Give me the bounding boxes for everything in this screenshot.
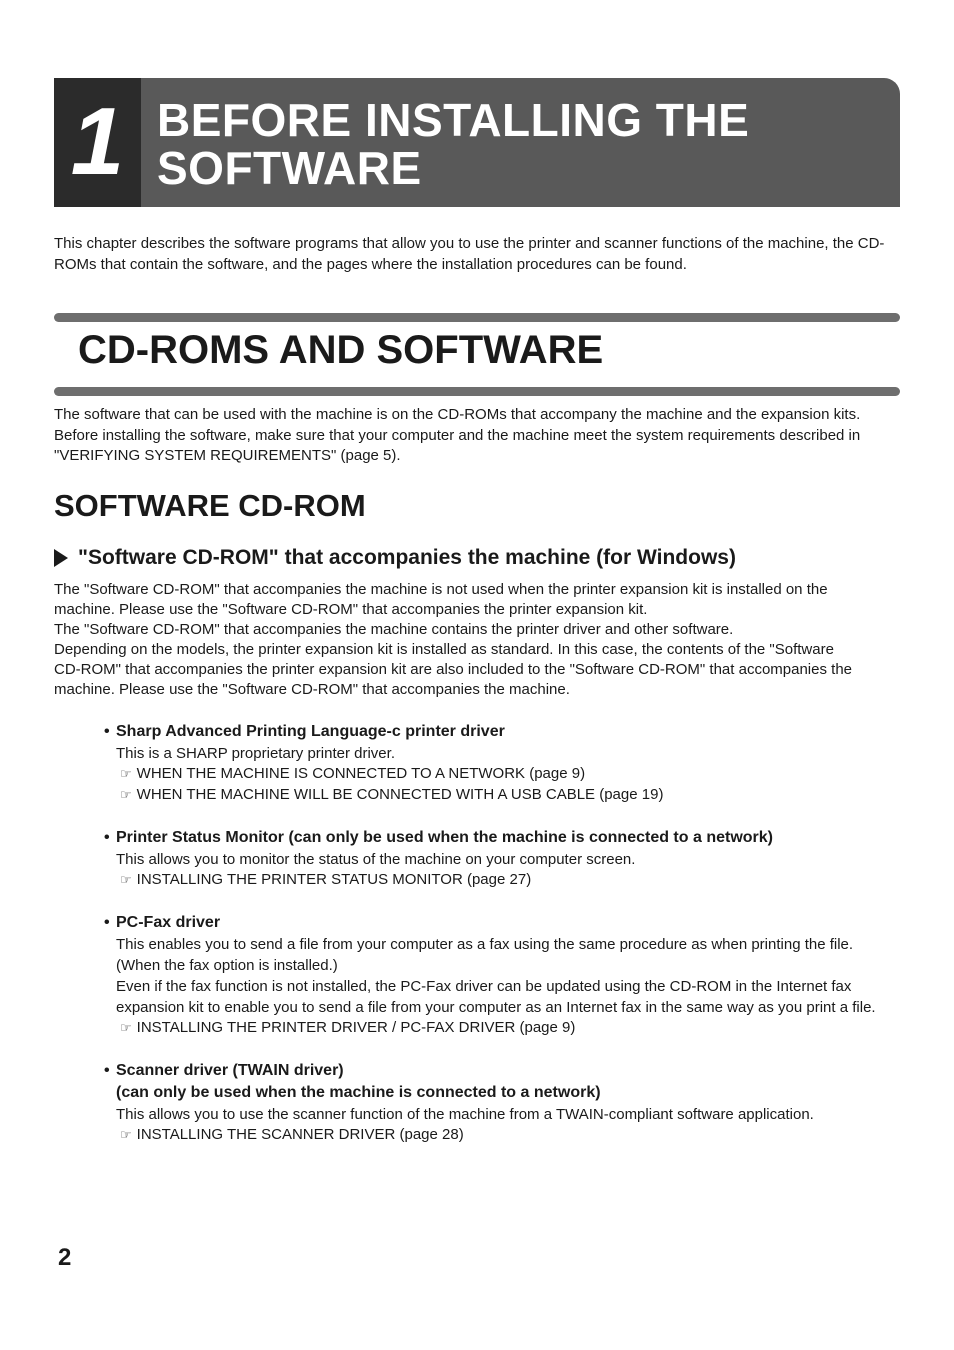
chapter-banner [54,78,900,207]
triangle-arrow-icon [54,549,68,567]
chapter-title-line2: SOFTWARE [157,142,422,194]
reference-link[interactable] [104,1018,904,1039]
reference-text: INSTALLING THE PRINTER DRIVER / PC-FAX DRIVER (page 9) [136,1019,576,1036]
page-number: 2 [58,1244,72,1271]
bullet-icon: • [104,914,110,931]
section-rule-bottom [54,387,900,396]
subsection-heading [54,544,736,572]
bullet-title [104,912,904,934]
bullet-text: This is a SHARP proprietary printer driver. [116,745,395,762]
bullet-title [104,827,904,849]
pointing-hand-icon: ☞ [120,1020,132,1035]
bullet-text: (When the fax option is installed.) [116,957,338,974]
reference-link[interactable] [104,870,904,891]
subsection-heading-text: "Software CD-ROM" that accompanies the machine (for Windows) [78,546,736,569]
bullet-sharp-printer-driver [104,721,904,805]
chapter-title [157,96,877,192]
bullet-title-text: Sharp Advanced Printing Language-c printer driver [116,723,505,740]
bullet-scanner-driver [104,1060,904,1146]
pointing-hand-icon: ☞ [120,872,132,887]
paragraph-line: The "Software CD-ROM" that accompanies the machine is not used when the printer expansion kit is installed on the [54,581,828,598]
bullet-printer-status-monitor [104,827,904,891]
bullet-text: Even if the fax function is not installed, the PC-Fax driver can be updated using the CD-ROM in the Internet fax [116,978,852,995]
reference-link[interactable] [104,1125,904,1146]
bullet-icon: • [104,829,110,846]
pointing-hand-icon: ☞ [120,786,132,802]
paragraph-line: Depending on the models, the printer expansion kit is installed as standard. In this case, the contents of the "Software [54,641,834,658]
pointing-hand-icon: ☞ [120,1127,132,1142]
bullet-title-text: Scanner driver (TWAIN driver) [116,1062,344,1079]
bullet-text: This enables you to send a file from your computer as a fax using the same procedure as when printing the file. [116,936,854,953]
paragraph-line: machine. Please use the "Software CD-ROM" that accompanies the printer expansion kit. [54,601,648,618]
section-paragraph: The software that can be used with the machine is on the CD-ROMs that accompany the machine and the expansion kits. Before installing the software, make sure that your computer and the machine meet the system requirements described in "VERIFYING SYSTEM REQUIREMENTS" (page 5). [54,406,861,464]
bullet-text: expansion kit to enable you to send a file from your computer as an Internet fax in the same way as you print a file. [116,999,876,1016]
bullet-text: This allows you to use the scanner function of the machine from a TWAIN-compliant software application. [116,1106,814,1123]
bullet-icon: • [104,723,110,740]
chapter-number: 1 [70,88,125,195]
bullet-pc-fax-driver [104,912,904,1039]
bullet-title [104,721,904,743]
bullet-title-text: Printer Status Monitor (can only be used when the machine is connected to a network) [116,829,773,846]
bullet-title-text: PC-Fax driver [116,914,221,931]
reference-link[interactable] [104,785,904,806]
section-title: CD-ROMS AND SOFTWARE [78,328,604,372]
section-rule-top [54,313,900,322]
reference-text: INSTALLING THE SCANNER DRIVER (page 28) [136,1126,464,1143]
reference-text: WHEN THE MACHINE WILL BE CONNECTED WITH A USB CABLE (page 19) [136,785,664,803]
chapter-intro: This chapter describes the software programs that allow you to use the printer and scanner functions of the machine, the CD-ROMs that contain the software, and the pages where the installation procedures can be found. [54,235,885,273]
bullet-title [104,1060,904,1082]
paragraph-line: machine. Please use the "Software CD-ROM" that accompanies the machine. [54,681,570,698]
pointing-hand-icon: ☞ [120,766,132,781]
subsection-title: SOFTWARE CD-ROM [54,488,366,523]
subsection-paragraph [54,580,904,700]
bullet-text: This allows you to monitor the status of the machine on your computer screen. [116,851,636,868]
paragraph-line: CD-ROM" that accompanies the printer expansion kit are also included to the "Software CD-ROM" that accompanies the [54,661,853,678]
chapter-number-box [54,78,141,207]
chapter-title-line1: BEFORE INSTALLING THE [157,94,750,146]
bullet-icon: • [104,1062,110,1079]
reference-link[interactable] [104,764,904,785]
paragraph-line: The "Software CD-ROM" that accompanies the machine contains the printer driver and other software. [54,621,734,638]
bullet-title-line2: (can only be used when the machine is connected to a network) [116,1084,601,1101]
reference-text: INSTALLING THE PRINTER STATUS MONITOR (page 27) [136,871,532,888]
reference-text: WHEN THE MACHINE IS CONNECTED TO A NETWORK (page 9) [136,765,586,782]
